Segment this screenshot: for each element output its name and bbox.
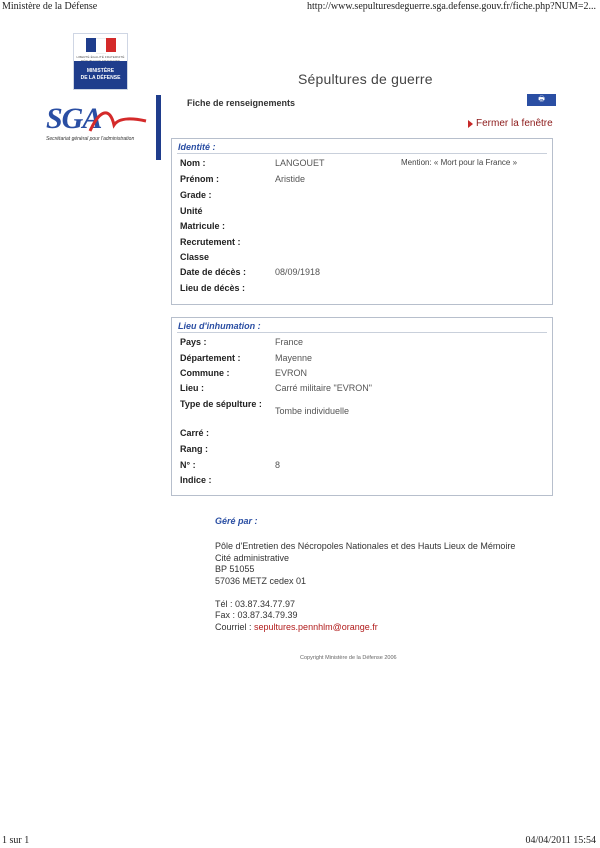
row-label: Lieu de décès :: [180, 283, 246, 293]
ministry-logo-band: [74, 61, 127, 89]
gere-par-block: [215, 541, 515, 633]
courriel-link[interactable]: sepultures.pennhlm@orange.fr: [254, 621, 378, 632]
printer-icon: 🖶: [538, 96, 545, 103]
gere-fax: Fax : 03.87.34.79.39: [215, 610, 298, 620]
tricolor-flag-icon: [76, 36, 125, 55]
row-value: EVRON: [275, 368, 308, 378]
row-label: Matricule :: [180, 221, 226, 231]
row-value: LANGOUET: [275, 158, 325, 168]
row-label: Nom :: [180, 158, 206, 168]
row-label: Unité: [180, 206, 203, 216]
gere-par-title: Géré par :: [215, 516, 258, 526]
mention-text: Mention: « Mort pour la France »: [401, 158, 518, 167]
courriel-label: Courriel :: [215, 621, 252, 632]
sga-logo-subtitle: Secrétariat général pour l'administration: [46, 136, 135, 142]
row-value: Carré militaire "EVRON": [275, 383, 372, 393]
sga-logo: [42, 95, 161, 160]
row-value: 08/09/1918: [275, 267, 321, 277]
sga-swoosh-icon: [88, 105, 148, 135]
copyright: Copyright Ministère de la Défense 2006: [300, 655, 397, 661]
lieu-inhumation-title: Lieu d'inhumation :: [178, 321, 261, 331]
row-label: Prénom :: [180, 174, 220, 184]
row-label: Classe: [180, 252, 210, 262]
row-value: Mayenne: [275, 353, 313, 363]
lieu-row-type-label: Type de sépulture :: [180, 399, 262, 409]
gere-address1: Cité administrative: [215, 552, 290, 563]
print-footer-date: 04/04/2011 15:54: [525, 835, 596, 846]
row-label: Date de décès :: [180, 267, 247, 277]
spacer: [215, 587, 515, 599]
gere-address2: BP 51055: [215, 564, 255, 574]
print-button[interactable]: [527, 94, 556, 106]
close-window-link[interactable]: [468, 118, 553, 129]
panel-divider: [177, 332, 547, 333]
row-label: Pays :: [180, 337, 207, 347]
row-label: Lieu :: [180, 383, 204, 393]
row-value: 8: [275, 460, 281, 470]
print-footer-page: 1 sur 1: [2, 835, 30, 846]
print-header-url: http://www.sepulturesdeguerre.sga.defense.gouv.fr/fiche.php?NUM=2...: [307, 1, 596, 12]
print-header-title: Ministère de la Défense: [2, 1, 98, 12]
row-value: Tombe individuelle: [275, 406, 350, 416]
row-label: N° :: [180, 460, 196, 470]
gere-address3: 57036 METZ cedex 01: [215, 575, 307, 586]
gere-tel: Tél : 03.87.34.77.97: [215, 598, 296, 609]
row-label: Carré :: [180, 428, 210, 438]
sga-logo-text: SGA: [46, 102, 102, 135]
identite-panel: [171, 138, 553, 305]
panel-divider: [177, 153, 547, 154]
row-value: Aristide: [275, 174, 306, 184]
fiche-title: Fiche de renseignements: [187, 98, 296, 108]
sga-logo-bar: [156, 95, 161, 160]
lieu-inhumation-panel: [171, 317, 553, 496]
arrow-right-icon: [468, 120, 473, 128]
gere-courriel-line: [215, 622, 515, 634]
row-value: France: [275, 337, 304, 347]
row-label: Rang :: [180, 444, 208, 454]
ministry-logo-line2: DE LA DÉFENSE: [80, 75, 121, 81]
close-window-label: Fermer la fenêtre: [476, 118, 553, 129]
row-label: Recrutement :: [180, 237, 241, 247]
ministry-logo: [73, 33, 128, 90]
row-label: Département :: [180, 353, 241, 363]
page-title: Sépultures de guerre: [298, 71, 433, 87]
ministry-logo-republic: LIBERTÉ ÉGALITÉ FRATERNITÉ: [76, 55, 125, 59]
row-label: Grade :: [180, 190, 212, 200]
identite-title: Identité :: [178, 142, 216, 152]
row-label: Commune :: [180, 368, 230, 378]
gere-org: Pôle d'Entretien des Nécropoles Nationales et des Hauts Lieux de Mémoire: [215, 541, 516, 551]
row-label: Indice :: [180, 475, 212, 485]
ministry-logo-line1: MINISTÈRE: [86, 68, 115, 74]
